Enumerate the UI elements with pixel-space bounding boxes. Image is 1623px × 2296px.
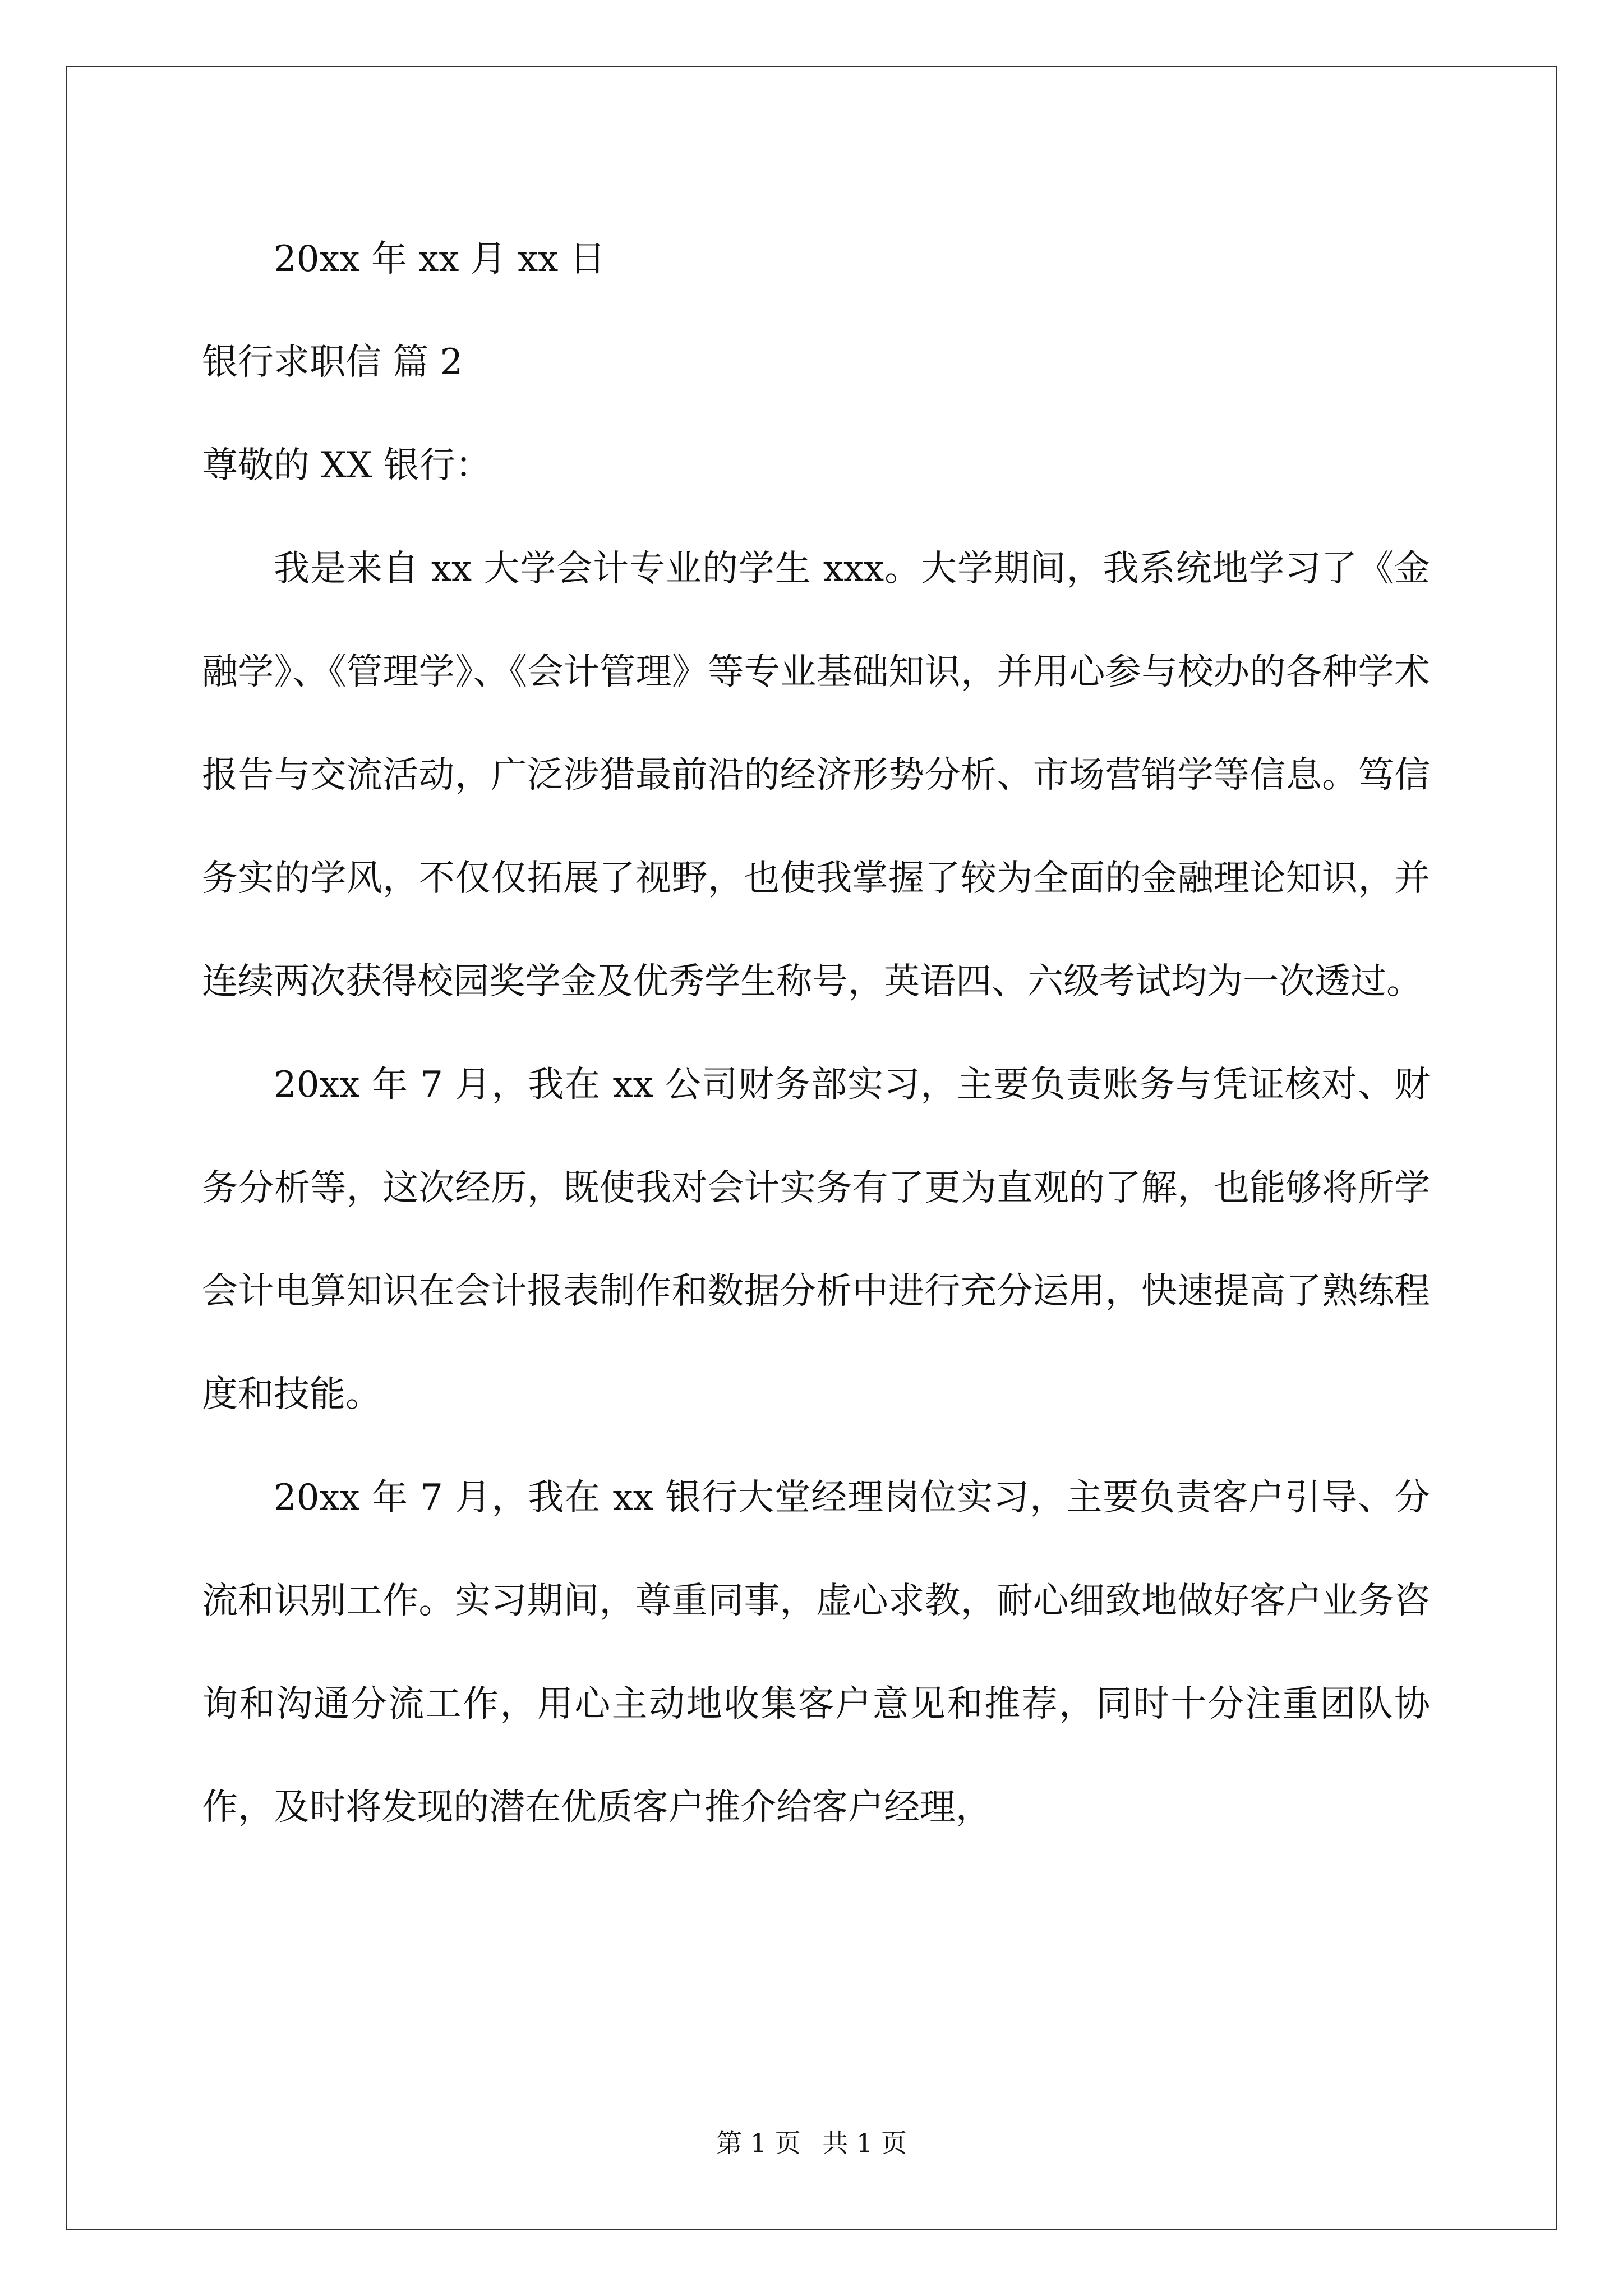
date-line: 20xx 年 xx 月 xx 日 [274,238,606,280]
salutation: 尊敬的 XX 银行： [202,445,491,486]
paragraph-bank-internship: 20xx 年 7 月，我在 xx 银行大堂经理岗位实习，主要负责客户引导、分流和识别工作。实习期间，尊重同事，虚心求教，耐心细致地做好客户业务咨询和沟通分流工作，用心主动地收集客户意见和推荐，同时十分注重团队协作，及时将发现的潜在优质客户推介给客户经理， [202,1477,1430,1828]
document-body [202,208,1430,1859]
paragraph-education: 我是来自 xx 大学会计专业的学生 xxx。大学期间，我系统地学习了《金融学》、《管理学》、《会计管理》等专业基础知识，并用心参与校办的各种学术报告与交流活动，广泛涉猎最前沿的经济形势分析、市场营销学等信息。笃信务实的学风，不仅仅拓展了视野，也使我掌握了较为全面的金融理论知识，并连续两次获得校园奖学金及优秀学生称号，英语四、六级考试均为一次透过。 [202,548,1430,1002]
paragraph-finance-internship: 20xx 年 7 月，我在 xx 公司财务部实习，主要负责账务与凭证核对、财务分析等，这次经历，既使我对会计实务有了更为直观的了解，也能够将所学会计电算知识在会计报表制作和数据分析中进行充分运用，快速提高了熟练程度和技能。 [202,1064,1430,1415]
page-total: 共 1 页 [822,2128,907,2158]
page-number: 第 1 页 [716,2128,801,2158]
page-footer [0,2126,1623,2160]
section-title: 银行求职信 篇 2 [202,342,463,383]
